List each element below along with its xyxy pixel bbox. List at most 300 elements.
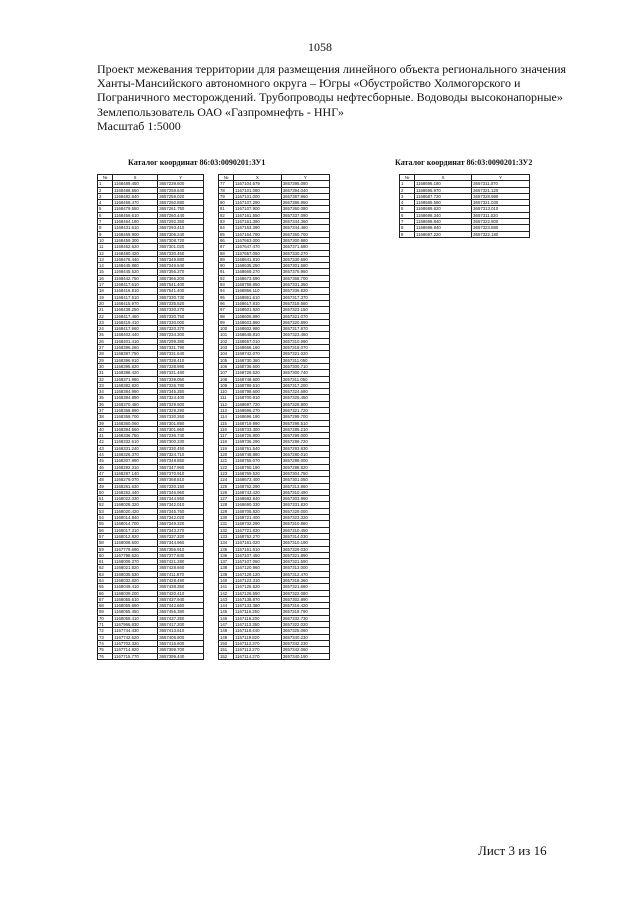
x-coordinate-cell: 1167129.120	[234, 571, 282, 577]
y-coordinate-cell: 3657311.050	[281, 357, 329, 363]
y-coordinate-cell: 3657322.180	[472, 231, 530, 237]
point-number-cell: 4	[400, 200, 415, 206]
x-coordinate-cell: 1167101.000	[234, 193, 282, 199]
point-number-cell: 1	[400, 181, 415, 187]
x-coordinate-cell: 1168488.550	[113, 187, 158, 193]
point-number-cell: 110	[219, 389, 234, 395]
y-coordinate-cell: 3657293.830	[281, 445, 329, 451]
y-coordinate-cell: 3657300.330	[158, 439, 204, 445]
point-number-cell: 49	[98, 483, 113, 489]
y-coordinate-cell: 3657345.760	[158, 508, 204, 514]
y-coordinate-cell: 3657311.020	[472, 212, 530, 218]
x-coordinate-cell: 1168705.820	[234, 508, 282, 514]
point-number-cell: 115	[219, 420, 234, 426]
x-coordinate-cell: 1168397.750	[113, 351, 158, 357]
x-coordinate-cell: 1167119.820	[234, 634, 282, 640]
column-header: Y	[158, 175, 204, 181]
point-number-cell: 116	[219, 426, 234, 432]
y-coordinate-cell: 3657437.350	[158, 615, 204, 621]
x-coordinate-cell: 1168287.140	[113, 470, 158, 476]
point-number-cell: 44	[98, 452, 113, 458]
point-number-cell: 22	[98, 313, 113, 319]
column-header: X	[415, 175, 472, 181]
y-coordinate-cell: 3657303.960	[281, 496, 329, 502]
x-coordinate-cell: 1168359.700	[113, 414, 158, 420]
point-number-cell: 62	[98, 565, 113, 571]
point-number-cell: 126	[219, 489, 234, 495]
x-coordinate-cell: 1168736.290	[234, 439, 282, 445]
y-coordinate-cell: 3657301.890	[158, 420, 204, 426]
x-coordinate-cell: 1168417.510	[113, 294, 158, 300]
x-coordinate-cell: 1168743.420	[234, 489, 282, 495]
point-number-cell: 41	[98, 433, 113, 439]
y-coordinate-cell: 3657370.910	[158, 470, 204, 476]
point-number-cell: 117	[219, 433, 234, 439]
y-coordinate-cell: 3657330.270	[281, 250, 329, 256]
y-coordinate-cell: 3657299.700	[281, 414, 329, 420]
y-coordinate-cell: 3657337.320	[158, 533, 204, 539]
point-number-cell: 147	[219, 622, 234, 628]
point-number-cell: 80	[219, 200, 234, 206]
x-coordinate-cell: 1168396.910	[113, 357, 158, 363]
x-coordinate-cell: 1168657.010	[234, 338, 282, 344]
point-number-cell: 106	[219, 363, 234, 369]
x-coordinate-cell: 1168762.290	[234, 483, 282, 489]
table-row	[400, 231, 530, 237]
table-row	[219, 653, 330, 659]
y-coordinate-cell: 3657456.380	[158, 609, 204, 615]
x-coordinate-cell: 1168419.410	[113, 319, 158, 325]
y-coordinate-cell: 3657329.500	[158, 401, 204, 407]
x-coordinate-cell: 1168021.820	[113, 565, 158, 571]
point-number-cell: 75	[98, 647, 113, 653]
y-coordinate-cell: 3657344.960	[158, 540, 204, 546]
y-coordinate-cell: 3657541.400	[158, 288, 204, 294]
y-coordinate-cell: 3657318.790	[281, 609, 329, 615]
point-number-cell: 129	[219, 508, 234, 514]
y-coordinate-cell: 3657318.070	[281, 345, 329, 351]
x-coordinate-cell: 1167715.770	[113, 653, 158, 659]
point-number-cell: 51	[98, 496, 113, 502]
x-coordinate-cell: 1168606.890	[234, 313, 282, 319]
y-coordinate-cell: 3657301.960	[158, 426, 204, 432]
y-coordinate-cell: 3657299.000	[281, 433, 329, 439]
x-coordinate-cell: 1168698.340	[415, 212, 472, 218]
x-coordinate-cell: 1168617.810	[234, 300, 282, 306]
y-coordinate-cell: 3657438.350	[158, 584, 204, 590]
y-coordinate-cell: 3657437.940	[158, 596, 204, 602]
point-number-cell: 113	[219, 407, 234, 413]
y-coordinate-cell: 3657301.020	[158, 244, 204, 250]
x-coordinate-cell: 1168415.970	[113, 300, 158, 306]
y-coordinate-cell: 3657306.240	[158, 231, 204, 237]
x-coordinate-cell: 1168402.440	[113, 332, 158, 338]
page-number: 1058	[308, 40, 332, 54]
y-coordinate-cell: 3657313.010	[472, 206, 530, 212]
point-number-cell: 58	[98, 540, 113, 546]
y-coordinate-cell: 3657360.700	[281, 231, 329, 237]
y-coordinate-cell: 3657328.990	[472, 193, 530, 199]
x-coordinate-cell: 1168635.250	[234, 263, 282, 269]
point-number-cell: 52	[98, 502, 113, 508]
point-number-cell: 94	[219, 288, 234, 294]
y-coordinate-cell: 3657323.880	[472, 225, 530, 231]
y-coordinate-cell: 3657321.020	[281, 351, 329, 357]
x-coordinate-cell: 1168673.400	[234, 477, 282, 483]
y-coordinate-cell: 3657420.410	[158, 590, 204, 596]
x-coordinate-cell: 1167113.370	[234, 640, 282, 646]
x-coordinate-cell: 1167663.000	[234, 237, 282, 243]
y-coordinate-cell: 3657421.280	[158, 559, 204, 565]
point-number-cell: 138	[219, 565, 234, 571]
y-coordinate-cell: 3657324.710	[158, 452, 204, 458]
y-coordinate-cell: 3657349.320	[158, 521, 204, 527]
y-coordinate-cell: 3657343.270	[158, 527, 204, 533]
point-number-cell: 70	[98, 615, 113, 621]
y-coordinate-cell: 3657329.290	[158, 407, 204, 413]
point-number-cell: 6	[400, 212, 415, 218]
point-number-cell: 73	[98, 634, 113, 640]
x-coordinate-cell: 1168445.520	[113, 269, 158, 275]
point-number-cell: 111	[219, 395, 234, 401]
point-number-cell: 152	[219, 653, 234, 659]
x-coordinate-cell: 1168695.970	[415, 187, 472, 193]
point-number-cell: 102	[219, 338, 234, 344]
x-coordinate-cell: 1167107.450	[234, 552, 282, 558]
y-coordinate-cell: 3657260.440	[158, 212, 204, 218]
y-coordinate-cell: 3657323.460	[281, 332, 329, 338]
point-number-cell: 15	[98, 269, 113, 275]
y-coordinate-cell: 3657321.120	[472, 187, 530, 193]
point-number-cell: 9	[98, 231, 113, 237]
y-coordinate-cell: 3657330.750	[158, 313, 204, 319]
y-coordinate-cell: 3657321.680	[281, 584, 329, 590]
point-number-cell: 107	[219, 370, 234, 376]
y-coordinate-cell: 3657328.800	[281, 401, 329, 407]
y-coordinate-cell: 3657541.400	[158, 282, 204, 288]
column-header: №	[98, 175, 113, 181]
point-number-cell: 37	[98, 407, 113, 413]
point-number-cell: 3	[98, 193, 113, 199]
x-coordinate-cell: 1168049.410	[113, 584, 158, 590]
x-coordinate-cell: 1168417.450	[113, 313, 158, 319]
point-number-cell: 88	[219, 250, 234, 256]
y-coordinate-cell: 3657288.820	[281, 464, 329, 470]
point-number-cell: 77	[219, 181, 234, 187]
x-coordinate-cell: 1168861.610	[234, 294, 282, 300]
x-coordinate-cell: 1168292.310	[113, 464, 158, 470]
y-coordinate-cell: 3657310.490	[281, 489, 329, 495]
y-coordinate-cell: 3657332.730	[281, 615, 329, 621]
x-coordinate-cell: 1168742.070	[234, 351, 282, 357]
x-coordinate-cell: 1167138.870	[234, 596, 282, 602]
x-coordinate-cell: 1168666.160	[234, 345, 282, 351]
x-coordinate-cell: 1167164.780	[234, 231, 282, 237]
point-number-cell: 78	[219, 187, 234, 193]
x-coordinate-cell: 1168360.060	[113, 420, 158, 426]
y-coordinate-cell: 3657321.070	[281, 313, 329, 319]
point-number-cell: 82	[219, 212, 234, 218]
point-number-cell: 108	[219, 376, 234, 382]
point-number-cell: 27	[98, 345, 113, 351]
x-coordinate-cell: 1168698.840	[415, 225, 472, 231]
header-line: Ханты-Мансийского автономного округа – Югры «Обустройство Холмогорского и	[97, 76, 521, 91]
y-coordinate-cell: 3657285.210	[281, 426, 329, 432]
x-coordinate-cell: 1168416.810	[113, 288, 158, 294]
point-number-cell: 55	[98, 521, 113, 527]
point-number-cell: 122	[219, 464, 234, 470]
point-number-cell: 50	[98, 489, 113, 495]
catalog1-title: Каталог координат 86:03:0090201:ЗУ1	[128, 158, 266, 167]
x-coordinate-cell: 1168698.840	[415, 219, 472, 225]
point-number-cell: 99	[219, 319, 234, 325]
point-number-cell: 95	[219, 294, 234, 300]
x-coordinate-cell: 1168398.420	[113, 370, 158, 376]
point-number-cell: 33	[98, 382, 113, 388]
x-coordinate-cell: 1167101.080	[234, 187, 282, 193]
x-coordinate-cell: 1167714.820	[113, 647, 158, 653]
x-coordinate-cell: 1167657.050	[234, 250, 282, 256]
point-number-cell: 109	[219, 382, 234, 388]
y-coordinate-cell: 3657329.030	[281, 546, 329, 552]
y-coordinate-cell: 3657318.360	[281, 578, 329, 584]
point-number-cell: 8	[400, 225, 415, 231]
y-coordinate-cell: 3657280.010	[281, 452, 329, 458]
y-coordinate-cell: 3657331.820	[281, 502, 329, 508]
y-coordinate-cell: 3657258.640	[158, 187, 204, 193]
y-coordinate-cell: 3657356.370	[158, 269, 204, 275]
x-coordinate-cell: 1168719.990	[234, 420, 282, 426]
y-coordinate-cell: 3657413.610	[158, 628, 204, 634]
y-coordinate-cell: 3657344.360	[281, 219, 329, 225]
x-coordinate-cell: 1168736.600	[234, 363, 282, 369]
point-number-cell: 7	[98, 219, 113, 225]
x-coordinate-cell: 1168028.320	[113, 502, 158, 508]
catalog2-table	[399, 174, 530, 238]
x-coordinate-cell: 1168479.550	[113, 206, 158, 212]
x-coordinate-cell: 1168014.840	[113, 515, 158, 521]
y-coordinate-cell: 3657331.790	[158, 345, 204, 351]
point-number-cell: 118	[219, 439, 234, 445]
y-coordinate-cell: 3657417.200	[158, 622, 204, 628]
point-number-cell: 65	[98, 584, 113, 590]
point-number-cell: 97	[219, 307, 234, 313]
y-coordinate-cell: 3657331.640	[158, 351, 204, 357]
y-coordinate-cell: 3657326.450	[281, 395, 329, 401]
x-coordinate-cell: 1168370.450	[113, 401, 158, 407]
point-number-cell: 11	[98, 244, 113, 250]
x-coordinate-cell: 1168055.610	[113, 596, 158, 602]
y-coordinate-cell: 3657320.370	[158, 326, 204, 332]
y-coordinate-cell: 3657318.560	[281, 300, 329, 306]
point-number-cell: 141	[219, 584, 234, 590]
x-coordinate-cell: 1168700.910	[234, 395, 282, 401]
column-header: №	[400, 175, 415, 181]
x-coordinate-cell: 1168721.400	[234, 515, 282, 521]
point-number-cell: 64	[98, 578, 113, 584]
point-number-cell: 140	[219, 578, 234, 584]
x-coordinate-cell: 1168673.590	[234, 275, 282, 281]
point-number-cell: 10	[98, 237, 113, 243]
x-coordinate-cell: 1168014.700	[113, 521, 158, 527]
point-number-cell: 149	[219, 634, 234, 640]
point-number-cell: 148	[219, 628, 234, 634]
x-coordinate-cell: 1168696.180	[415, 181, 472, 187]
point-number-cell: 20	[98, 300, 113, 306]
x-coordinate-cell: 1167744.430	[113, 628, 158, 634]
point-number-cell: 26	[98, 338, 113, 344]
y-coordinate-cell: 3657317.970	[281, 326, 329, 332]
point-number-cell: 132	[219, 527, 234, 533]
point-number-cell: 34	[98, 389, 113, 395]
x-coordinate-cell: 1168489.450	[113, 181, 158, 187]
x-coordinate-cell: 1168690.330	[234, 502, 282, 508]
point-number-cell: 145	[219, 609, 234, 615]
y-coordinate-cell: 3657300.710	[281, 363, 329, 369]
x-coordinate-cell: 1168395.820	[113, 363, 158, 369]
x-coordinate-cell: 1168732.290	[234, 521, 282, 527]
point-number-cell: 6	[98, 212, 113, 218]
point-number-cell: 123	[219, 470, 234, 476]
point-number-cell: 144	[219, 603, 234, 609]
point-number-cell: 8	[98, 225, 113, 231]
x-coordinate-cell: 1167161.390	[234, 219, 282, 225]
point-number-cell: 83	[219, 219, 234, 225]
y-coordinate-cell: 3657331.480	[158, 370, 204, 376]
y-coordinate-cell: 3657387.960	[281, 193, 329, 199]
point-number-cell: 120	[219, 452, 234, 458]
y-coordinate-cell: 3657330.150	[158, 483, 204, 489]
x-coordinate-cell: 1168730.360	[234, 357, 282, 363]
x-coordinate-cell: 1168458.470	[113, 200, 158, 206]
x-coordinate-cell: 1167118.440	[234, 628, 282, 634]
y-coordinate-cell: 3657317.200	[281, 382, 329, 388]
y-coordinate-cell: 3657344.950	[158, 496, 204, 502]
x-coordinate-cell: 1167779.690	[113, 546, 158, 552]
point-number-cell: 136	[219, 552, 234, 558]
x-coordinate-cell: 1168696.190	[234, 414, 282, 420]
x-coordinate-cell: 1168688.620	[415, 206, 472, 212]
x-coordinate-cell: 1168022.330	[113, 496, 158, 502]
point-number-cell: 74	[98, 640, 113, 646]
point-number-cell: 56	[98, 527, 113, 533]
point-number-cell: 2	[98, 187, 113, 193]
point-number-cell: 9	[400, 231, 415, 237]
y-coordinate-cell: 3657288.000	[281, 458, 329, 464]
point-number-cell: 53	[98, 508, 113, 514]
x-coordinate-cell: 1168687.720	[415, 193, 472, 199]
x-coordinate-cell: 1168009.370	[113, 559, 158, 565]
point-number-cell: 139	[219, 571, 234, 577]
y-coordinate-cell: 3657342.010	[158, 502, 204, 508]
x-coordinate-cell: 1168252.440	[113, 489, 158, 495]
y-coordinate-cell: 3657321.590	[281, 559, 329, 565]
point-number-cell: 84	[219, 225, 234, 231]
y-coordinate-cell: 3657416.600	[158, 640, 204, 646]
point-number-cell: 71	[98, 622, 113, 628]
x-coordinate-cell: 1168459.300	[113, 237, 158, 243]
point-number-cell: 4	[98, 200, 113, 206]
point-number-cell: 105	[219, 357, 234, 363]
point-number-cell: 121	[219, 458, 234, 464]
point-number-cell: 7	[400, 219, 415, 225]
x-coordinate-cell: 1168438.250	[113, 307, 158, 313]
y-coordinate-cell: 3657428.490	[158, 578, 204, 584]
point-number-cell: 31	[98, 370, 113, 376]
y-coordinate-cell: 3657345.350	[158, 389, 204, 395]
x-coordinate-cell: 1168760.190	[234, 464, 282, 470]
x-coordinate-cell: 1168368.890	[113, 407, 158, 413]
y-coordinate-cell: 3657316.420	[281, 603, 329, 609]
point-number-cell: 54	[98, 515, 113, 521]
x-coordinate-cell: 1168682.840	[234, 496, 282, 502]
point-number-cell: 103	[219, 345, 234, 351]
x-coordinate-cell: 1167113.350	[234, 622, 282, 628]
point-number-cell: 43	[98, 445, 113, 451]
y-coordinate-cell: 3657324.690	[281, 389, 329, 395]
point-number-cell: 104	[219, 351, 234, 357]
x-coordinate-cell: 1167116.200	[234, 615, 282, 621]
point-number-cell: 127	[219, 496, 234, 502]
x-coordinate-cell: 1167702.320	[113, 640, 158, 646]
y-coordinate-cell: 3657330.450	[158, 250, 204, 256]
point-number-cell: 101	[219, 332, 234, 338]
point-number-cell: 92	[219, 275, 234, 281]
point-number-cell: 134	[219, 540, 234, 546]
point-number-cell: 142	[219, 590, 234, 596]
y-coordinate-cell: 3657360.080	[281, 206, 329, 212]
y-coordinate-cell: 3657428.660	[158, 565, 204, 571]
x-coordinate-cell: 1168459.900	[113, 231, 158, 237]
x-coordinate-cell: 1167161.020	[234, 540, 282, 546]
x-coordinate-cell: 1167647.470	[234, 244, 282, 250]
x-coordinate-cell: 1168058.410	[113, 615, 158, 621]
y-coordinate-cell: 3657371.580	[281, 244, 329, 250]
point-number-cell: 28	[98, 351, 113, 357]
y-coordinate-cell: 3657299.380	[158, 338, 204, 344]
x-coordinate-cell: 1168669.270	[234, 269, 282, 275]
point-number-cell: 18	[98, 288, 113, 294]
x-coordinate-cell: 1168307.990	[113, 458, 158, 464]
x-coordinate-cell: 1167742.620	[113, 634, 158, 640]
column-header: X	[113, 175, 158, 181]
x-coordinate-cell: 1168442.750	[113, 275, 158, 281]
point-number-cell: 150	[219, 640, 234, 646]
x-coordinate-cell: 1168276.070	[113, 477, 158, 483]
point-number-cell: 135	[219, 546, 234, 552]
y-coordinate-cell: 3657335.520	[158, 300, 204, 306]
y-coordinate-cell: 3657261.750	[158, 206, 204, 212]
y-coordinate-cell: 3657338.410	[158, 357, 204, 363]
y-coordinate-cell: 3657340.190	[281, 653, 329, 659]
point-number-cell: 61	[98, 559, 113, 565]
y-coordinate-cell: 3657321.030	[472, 200, 530, 206]
x-coordinate-cell: 1168459.610	[113, 212, 158, 218]
point-number-cell: 1	[98, 181, 113, 187]
point-number-cell: 63	[98, 571, 113, 577]
point-number-cell: 13	[98, 256, 113, 262]
y-coordinate-cell: 3657301.050	[281, 477, 329, 483]
point-number-cell: 85	[219, 231, 234, 237]
point-number-cell: 76	[98, 653, 113, 659]
y-coordinate-cell: 3657310.990	[281, 338, 329, 344]
x-coordinate-cell: 1168603.860	[234, 319, 282, 325]
x-coordinate-cell: 1168417.610	[113, 282, 158, 288]
x-coordinate-cell: 1168384.990	[113, 389, 158, 395]
x-coordinate-cell: 1168733.300	[234, 426, 282, 432]
y-coordinate-cell: 3657346.960	[158, 489, 204, 495]
point-number-cell: 90	[219, 263, 234, 269]
